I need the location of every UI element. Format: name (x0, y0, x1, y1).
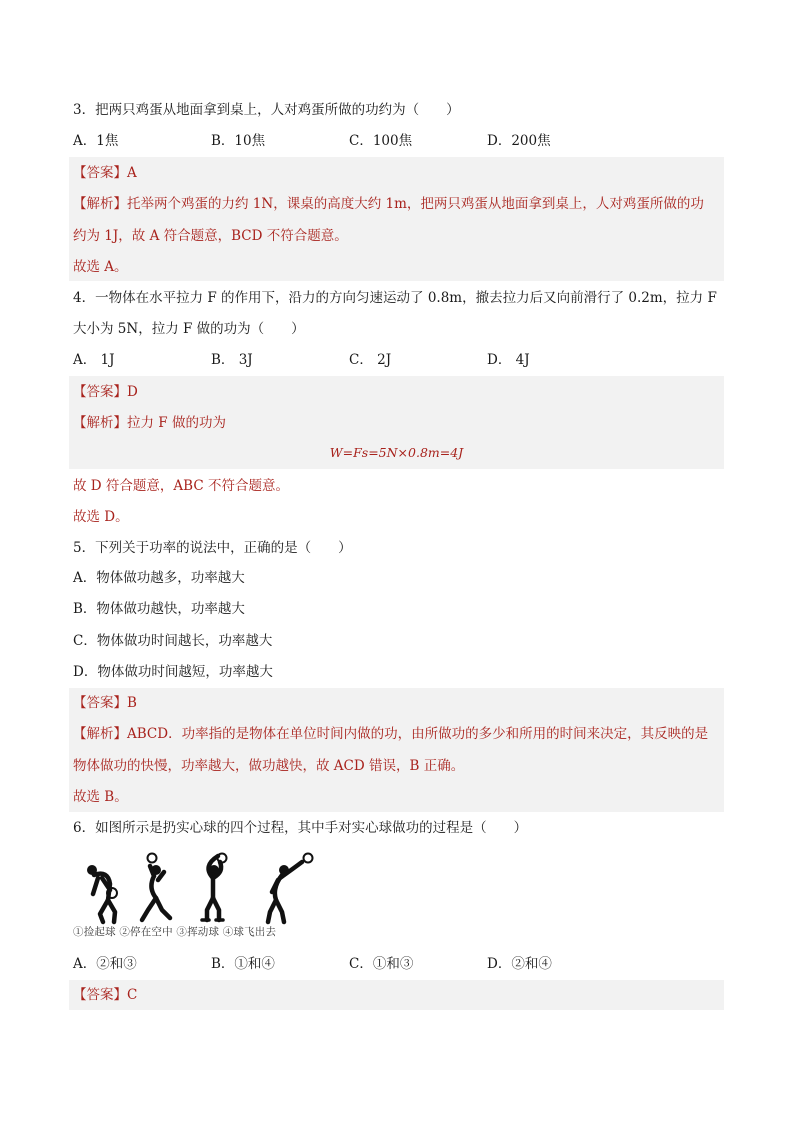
figure-pick-up (87, 865, 117, 922)
q4-option-d: D． 4J (487, 352, 530, 368)
q3-answer-block (69, 157, 724, 281)
q4-option-b: B． 3J (211, 352, 253, 368)
answer-value: C (127, 987, 138, 1003)
q4-conclusion: 故选 D。 (73, 509, 129, 525)
q6-answer (73, 985, 137, 1005)
answer-tag: 【答案】 (73, 165, 127, 181)
analysis-tag: 【解析】 (73, 415, 127, 431)
q3-analysis-line2: 约为 1J，故 A 符合题意，BCD 不符合题意。 (73, 228, 348, 244)
figure-caption: ①捡起球 ②停在空中 ③挥动球 ④球飞出去 (73, 926, 277, 938)
q3-conclusion: 故选 A。 (73, 259, 128, 275)
q4-option-c: C． 2J (349, 352, 392, 368)
q5-option-c: C．物体做功时间越长，功率越大 (73, 633, 273, 649)
q3-stem: 3．把两只鸡蛋从地面拿到桌上，人对鸡蛋所做的功约为（ ） (73, 102, 460, 118)
q6-option-a: A．②和③ (73, 956, 137, 972)
answer-value: B (127, 695, 137, 711)
q4-option-a: A． 1J (73, 352, 115, 368)
q4-stem-line1: 4．一物体在水平拉力 F 的作用下，沿力的方向匀速运动了 0.8m，撤去拉力后又向前滑行了 0.2m，拉力 F (73, 290, 717, 306)
q3-analysis-line1: 【解析】托举两个鸡蛋的力约 1N，课桌的高度大约 1m，把两只鸡蛋从地面拿到桌上，人对鸡蛋所做的功 (73, 196, 704, 212)
answer-tag: 【答案】 (73, 695, 127, 711)
q4-formula: W=Fs=5N×0.8m=4J (329, 445, 464, 460)
answer-tag: 【答案】 (73, 384, 127, 400)
q5-option-d: D．物体做功时间越短，功率越大 (73, 664, 273, 680)
q3-option-d: D．200焦 (487, 133, 551, 149)
analysis-tag: 【解析】 (73, 196, 127, 212)
q4-analysis-line1: 【解析】拉力 F 做的功为 (73, 415, 226, 431)
q4-analysis-line2: 故 D 符合题意，ABC 不符合题意。 (73, 478, 289, 494)
q6-stem: 6．如图所示是扔实心球的四个过程，其中手对实心球做功的过程是（ ） (73, 820, 528, 836)
q4-answer (73, 382, 138, 402)
q5-option-a: A．物体做功越多，功率越大 (73, 570, 245, 586)
q3-option-c: C．100焦 (349, 133, 413, 149)
q5-conclusion: 故选 B。 (73, 789, 128, 805)
q5-stem: 5．下列关于功率的说法中，正确的是（ ） (73, 540, 352, 556)
analysis-tag: 【解析】 (73, 726, 127, 742)
answer-value: A (127, 165, 137, 181)
figure-swing (202, 854, 227, 921)
figure-hold-still (142, 854, 170, 921)
q4-stem-line2: 大小为 5N，拉力 F 做的功为（ ） (73, 321, 305, 337)
q6-answer-block (69, 980, 724, 1010)
q5-analysis-line2: 物体做功的快慢，功率越大，做功越快，故 ACD 错误，B 正确。 (73, 758, 465, 774)
q5-option-b: B．物体做功越快，功率越大 (73, 601, 245, 617)
answer-value: D (127, 384, 138, 400)
q6-option-d: D．②和④ (487, 956, 552, 972)
q5-answer-block (69, 688, 724, 812)
q6-option-c: C．①和③ (349, 956, 414, 972)
q5-answer (73, 693, 137, 713)
q6-option-b: B．①和④ (211, 956, 275, 972)
answer-tag: 【答案】 (73, 987, 127, 1003)
q3-answer (73, 163, 137, 183)
figure-release (268, 854, 313, 923)
q3-option-a: A．1焦 (73, 133, 119, 149)
q5-analysis-line1: 【解析】ABCD．功率指的是物体在单位时间内做的功，由所做功的多少和所用的时间来决定，其反映的是 (73, 726, 709, 742)
q3-option-b: B．10焦 (211, 133, 266, 149)
